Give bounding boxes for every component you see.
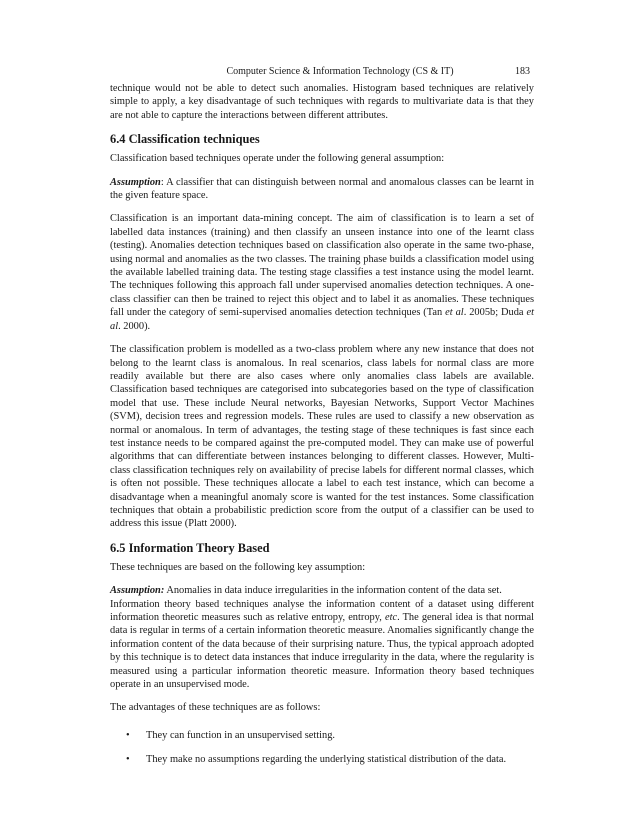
list-item xyxy=(110,753,534,766)
text-run-italic: et al xyxy=(110,307,534,332)
text-run: . The general idea is that normal data is regular in terms of a certain information theoretic measure. Anomalies significantly change the information content of the data because of their surprising nature. Thus, the typical approach adopted by this technique is to detect data instances that induce irregularity in the data, where the regularity is measured using a particular information theoretic measure. Information theory based techniques operate in an unsupervised mode. xyxy=(110,612,534,691)
section-6-4-assumption xyxy=(110,176,534,203)
text-run: Classification is an important data-mining concept. The aim of classification is to learn a set of labelled data instances (training) and then classify an unseen instance into one of the learnt class (testing). Anomalies detection techniques based on classification also operate in the same two-phase, using normal and anomalies as the two classes. The training phase builds a classification model using the available labelled training data. The testing stage classifies a test instance using the model learnt. The techniques following this approach fall under supervised anomalies detection techniques. A one-class classifier can then be trained to reject this object and to label it as anomalies. These techniques fall under the category of semi-supervised anomalies detection techniques (Tan xyxy=(110,213,534,319)
text-run: Information theory based techniques analyse the information content of a dataset using different information theoretic measures such as relative entropy, entropy, xyxy=(110,598,534,623)
section-6-4-heading: 6.4 Classification techniques xyxy=(110,132,260,147)
section-6-4-intro: Classification based techniques operate under the following general assumption: xyxy=(110,153,445,165)
section-6-5-paragraph-1 xyxy=(110,598,534,692)
bullet-icon: • xyxy=(126,729,130,741)
section-6-5-heading: 6.5 Information Theory Based xyxy=(110,540,270,555)
text-run-italic: et al xyxy=(445,307,464,319)
assumption-label: Assumption: xyxy=(110,585,165,597)
body-text xyxy=(110,82,534,778)
journal-title: Computer Science & Information Technology (CS & IT) xyxy=(226,66,454,77)
list-item xyxy=(110,729,534,742)
assumption-text: : A classifier that can distinguish between normal and anomalous classes can be learnt in the given feature space. xyxy=(110,176,534,202)
advantages-intro: The advantages of these techniques are as follows: xyxy=(110,702,321,714)
bullet-icon: • xyxy=(126,754,130,766)
section-6-4-paragraph-1 xyxy=(110,212,534,333)
section-6-5-intro: These techniques are based on the following key assumption: xyxy=(110,561,366,573)
text-run: . 2005b; Duda xyxy=(463,307,527,319)
list-item-text: They can function in an unsupervised setting. xyxy=(146,729,336,741)
assumption-text: Anomalies in data induce irregularities in the information content of the data set. xyxy=(164,585,502,597)
section-6-5-assumption xyxy=(110,584,534,597)
text-run-italic: etc xyxy=(384,612,398,623)
page-number: 183 xyxy=(515,66,530,77)
list-item-text: They make no assumptions regarding the underlying statistical distribution of the data. xyxy=(146,754,507,766)
advantages-list xyxy=(110,729,534,767)
running-header xyxy=(110,66,530,78)
assumption-label: Assumption xyxy=(110,176,161,188)
text-run: . 2000). xyxy=(118,320,151,332)
section-6-4-paragraph-2: The classification problem is modelled as a two-class problem where any new instance that does not belong to the learnt class is anomalous. In real scenarios, class labels for normal class are more readily available but there are also cases where only anomalies class labels are available. Classification based techniques are categorised into subcategories based on the type of classification model that use. These include Neural networks, Bayesian Networks, Support Vector Machines (SVM), decision trees and regression models. These rules are used to classify a new observation as normal or anomalous. In term of advantages, the testing stage of these techniques is fast since each test instance needs to be compared against the pre-computed model. They can make use of powerful algorithms that can differentiate between instances belonging to different classes. However, Multi-class classification techniques rely on availability of precise labels for different normal classes, which is often not possible. These techniques allocate a label to each test instance, which can become a disadvantage when a meaningful anomaly score is wanted for the test instances. Some classification techniques that obtain a probabilistic prediction score from the output of a classifier can be used to address this issue (Platt 2000). xyxy=(110,344,534,530)
paragraph-continued: technique would not be able to detect such anomalies. Histogram based techniques are relatively simple to apply, a key disadvantage of such techniques with regards to multivariate data is that they are not able to capture the interactions between different attributes. xyxy=(110,83,534,121)
